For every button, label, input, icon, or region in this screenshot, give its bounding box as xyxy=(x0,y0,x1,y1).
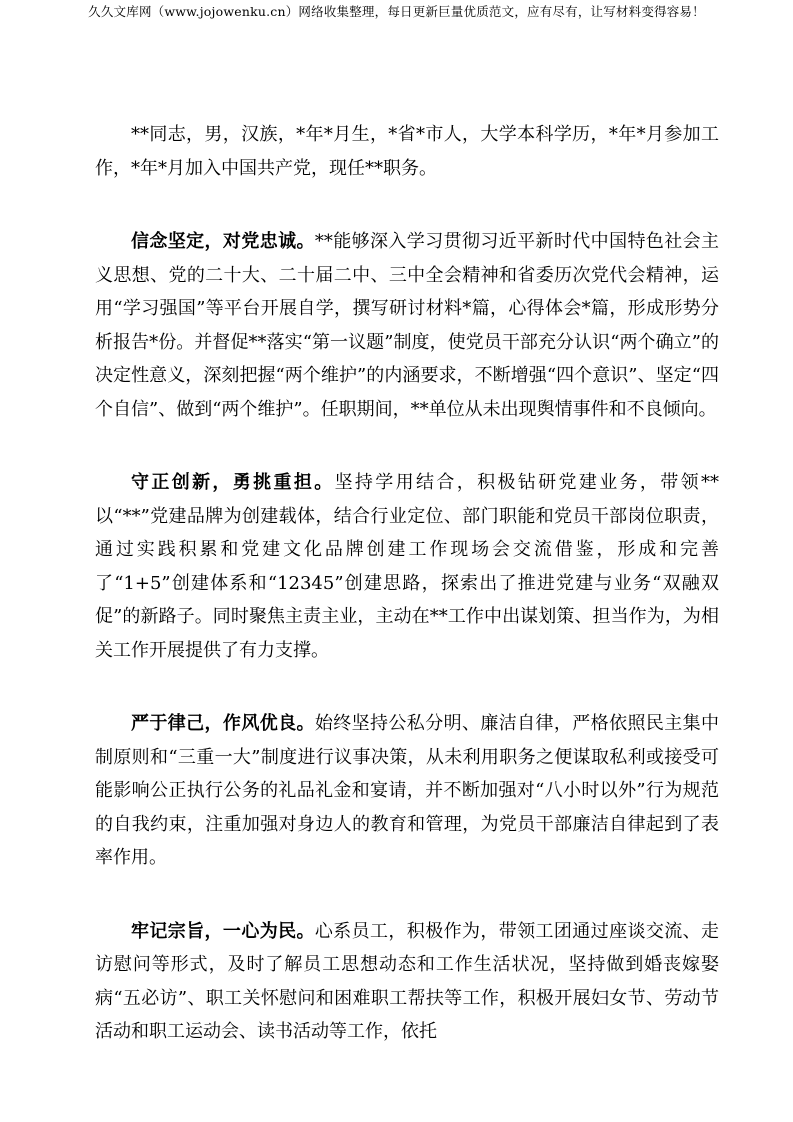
paragraph-lead: 信念坚定，对党忠诚。 xyxy=(131,231,315,252)
paragraph-lead: 守正创新，勇挑重担。 xyxy=(131,472,335,493)
paragraph-text: **能够深入学习贯彻习近平新时代中国特色社会主义思想、党的二十大、二十届二中、三中全会精神和省委历次党代会精神，运用“学习强国”等平台开展自学，撰写研讨材料*篇，心得体会*篇，形成形势分析报告*份。并督促**落实“第一议题”制度，使党员干部充分认识“两个确立”的决定性意义，深刻把握“两个维护”的内涵要求，不断增强“四个意识”、坚定“四个自信”、做到“两个维护”。任职期间，**单位从未出现舆情事件和不良倾向。 xyxy=(95,231,720,420)
paragraph-service xyxy=(95,915,719,1049)
paragraph-lead: 牢记宗旨，一心为民。 xyxy=(131,920,315,942)
paragraph-lead: 严于律己，作风优良。 xyxy=(131,713,315,734)
paragraph-discipline xyxy=(95,707,719,875)
paragraph-text: **同志，男，汉族，*年*月生，*省*市人，大学本科学历，*年*月参加工作，*年*月加入中国共产党，现任**职务。 xyxy=(95,124,719,179)
document-body xyxy=(95,118,719,1089)
paragraph-innovation xyxy=(95,466,719,667)
paragraph-intro xyxy=(95,118,719,185)
paragraph-loyalty xyxy=(95,225,719,426)
page-header-banner: 久久文库网（www.jojowenku.cn）网络收集整理，每日更新巨量优质范文，应有尽有，让写材料变得容易！ xyxy=(88,4,705,19)
paragraph-text: 心系员工，积极作为，带领工团通过座谈交流、走访慰问等形式，及时了解员工思想动态和工作生活状况，坚持做到婚丧嫁娶病“五必访”、职工关怀慰问和困难职工帮扶等工作，积极开展妇女节、劳动节活动和职工运动会、读书活动等工作，依托 xyxy=(95,920,720,1042)
paragraph-text: 坚持学用结合，积极钻研党建业务，带领**以“**”党建品牌为创建载体，结合行业定位、部门职能和党员干部岗位职责，通过实践积累和党建文化品牌创建工作现场会交流借鉴，形成和完善了“1+5”创建体系和“12345”创建思路，探索出了推进党建与业务“双融双促”的新路子。同时聚焦主责主业，主动在**工作中出谋划策、担当作为，为相关工作开展提供了有力支撑。 xyxy=(95,472,720,661)
paragraph-text: 始终坚持公私分明、廉洁自律，严格依照民主集中制原则和“三重一大”制度进行议事决策，从未利用职务之便谋取私利或接受可能影响公正执行公务的礼品礼金和宴请，并不断加强对“八小时以外”行为规范的自我约束，注重加强对身边人的教育和管理，为党员干部廉洁自律起到了表率作用。 xyxy=(95,713,720,868)
